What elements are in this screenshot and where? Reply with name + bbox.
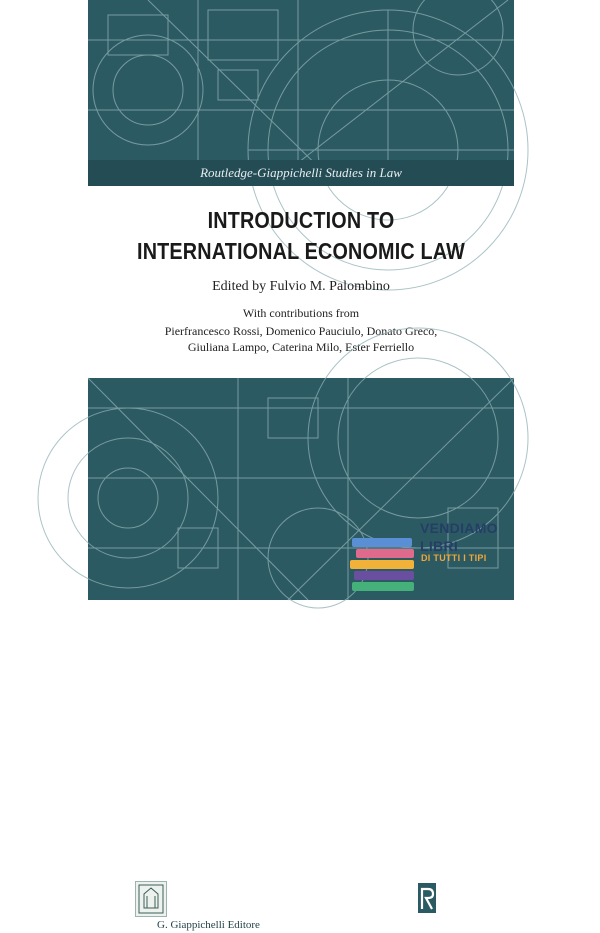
book-cover bbox=[88, 0, 514, 931]
series-title: Routledge-Giappichelli Studies in Law bbox=[88, 160, 514, 186]
contributors-line-2: Giuliana Lampo, Caterina Milo, Ester Ferriello bbox=[187, 340, 415, 354]
giappichelli-emblem-icon bbox=[136, 882, 166, 916]
contributions-intro: With contributions from bbox=[242, 306, 360, 320]
blueprint-pattern-bottom bbox=[88, 378, 514, 600]
watermark-word-2: LIBRI bbox=[420, 538, 459, 554]
cover-bottom-illustration bbox=[88, 378, 514, 931]
publisher-name: G. Giappichelli Editore bbox=[129, 917, 299, 933]
editor-credit: Edited by Fulvio M. Palombino bbox=[212, 279, 390, 294]
cover-top-illustration bbox=[88, 0, 514, 186]
book-title-line-1: INTRODUCTION TO bbox=[207, 207, 395, 233]
publisher-emblem bbox=[135, 881, 167, 917]
blueprint-pattern bbox=[88, 0, 514, 186]
book-title-line-2: INTERNATIONAL ECONOMIC LAW bbox=[137, 238, 465, 264]
routledge-logo-icon bbox=[418, 883, 436, 913]
watermark-tagline: DI TUTTI I TIPI bbox=[421, 553, 487, 563]
watermark-word-1: VENDIAMO bbox=[420, 520, 498, 536]
contributors-line-1: Pierfrancesco Rossi, Domenico Pauciulo, Donato Greco, bbox=[164, 324, 438, 338]
